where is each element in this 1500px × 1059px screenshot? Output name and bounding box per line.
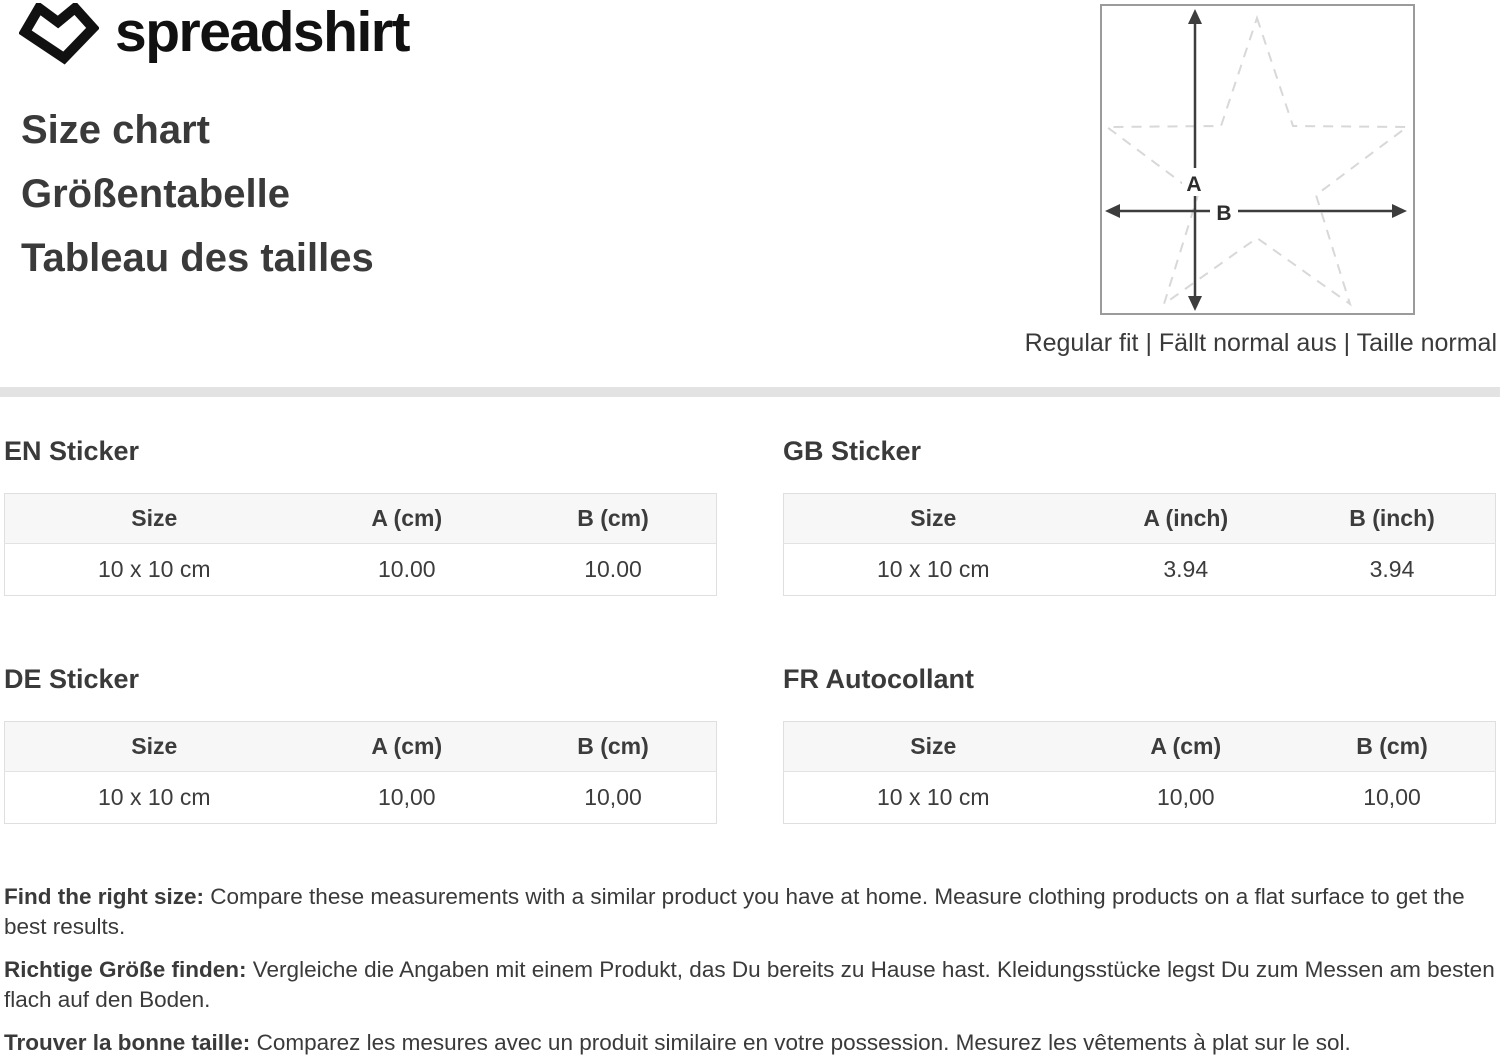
b-value-cell: 10,00 [1363, 784, 1421, 810]
a-value-cell: 10,00 [1156, 784, 1215, 810]
note-en [4, 882, 1496, 942]
page-title-de: Größentabelle [21, 172, 290, 216]
table-header-row [784, 494, 1496, 544]
size-table-section-de [4, 665, 717, 824]
size-table-section-en [4, 437, 717, 596]
diagram-label-b: B [1216, 202, 1232, 225]
size-table-en [4, 493, 717, 596]
table-heading-de: DE Sticker [4, 664, 140, 694]
page-title-fr: Tableau des tailles [21, 236, 374, 280]
sizing-notes [4, 882, 1496, 1059]
a-value-cell: 10,00 [377, 784, 436, 810]
diagram-box [1101, 5, 1414, 314]
table-row [5, 772, 717, 824]
star-outline-icon [1107, 18, 1407, 304]
column-header-a: A (cm) [1083, 722, 1289, 772]
page-title-en: Size chart [21, 108, 210, 152]
fit-caption: Regular fit | Fällt normal aus | Taille normal [1024, 329, 1497, 357]
table-header-row [784, 722, 1496, 772]
table-heading-gb: GB Sticker [783, 436, 922, 466]
table-header-row [5, 722, 717, 772]
table-row [784, 544, 1496, 596]
page-title-block [21, 98, 374, 290]
a-value-cell: 10.00 [377, 556, 436, 582]
size-diagram-svg [1100, 4, 1415, 315]
column-header-a: A (cm) [304, 494, 510, 544]
note-de-label: Richtige Größe finden: [4, 957, 247, 982]
heart-logo-icon [19, 3, 99, 65]
spreadshirt-logo [19, 0, 409, 65]
size-table-gb [783, 493, 1496, 596]
column-header-size: Size [784, 722, 1083, 772]
table-header-row [5, 494, 717, 544]
column-header-a: A (cm) [304, 722, 510, 772]
table-row [784, 772, 1496, 824]
note-fr [4, 1028, 1496, 1058]
b-value-cell: 10.00 [584, 556, 642, 582]
a-value-cell: 3.94 [1163, 556, 1209, 582]
size-table-fr [783, 721, 1496, 824]
diagram-label-a: A [1186, 173, 1202, 196]
size-cell: 10 x 10 cm [98, 784, 211, 810]
note-de [4, 955, 1496, 1015]
column-header-size: Size [5, 494, 304, 544]
note-de-text: Vergleiche die Angaben mit einem Produkt, das Du bereits zu Hause hast. Kleidungsstücke legst Du zum Messen am besten flach auf den Boden. [4, 957, 1495, 1012]
b-value-cell: 3.94 [1369, 556, 1415, 582]
column-header-a: A (inch) [1083, 494, 1289, 544]
b-value-cell: 10,00 [584, 784, 642, 810]
size-table-section-gb [783, 437, 1496, 596]
table-heading-en: EN Sticker [4, 436, 140, 466]
note-en-text: Compare these measurements with a similar product you have at home. Measure clothing products on a flat surface to get the best results. [4, 884, 1465, 939]
column-header-size: Size [784, 494, 1083, 544]
brand-wordmark: spreadshirt [115, 0, 409, 64]
height-arrow-icon [1188, 9, 1202, 311]
note-fr-text: Comparez les mesures avec un produit similaire en votre possession. Mesurez les vêtements à plat sur le sol. [256, 1030, 1351, 1055]
width-arrow-icon [1105, 204, 1407, 218]
column-header-size: Size [5, 722, 304, 772]
size-cell: 10 x 10 cm [98, 556, 211, 582]
size-cell: 10 x 10 cm [877, 556, 990, 582]
size-table-de [4, 721, 717, 824]
table-heading-fr: FR Autocollant [783, 664, 974, 694]
column-header-b: B (inch) [1289, 494, 1496, 544]
note-fr-label: Trouver la bonne taille: [4, 1030, 251, 1055]
table-row [5, 544, 717, 596]
column-header-b: B (cm) [510, 722, 717, 772]
size-table-section-fr [783, 665, 1496, 824]
size-diagram [1100, 4, 1415, 315]
column-header-b: B (cm) [1289, 722, 1496, 772]
size-cell: 10 x 10 cm [877, 784, 990, 810]
section-divider [0, 387, 1500, 397]
column-header-b: B (cm) [510, 494, 717, 544]
note-en-label: Find the right size: [4, 884, 204, 909]
